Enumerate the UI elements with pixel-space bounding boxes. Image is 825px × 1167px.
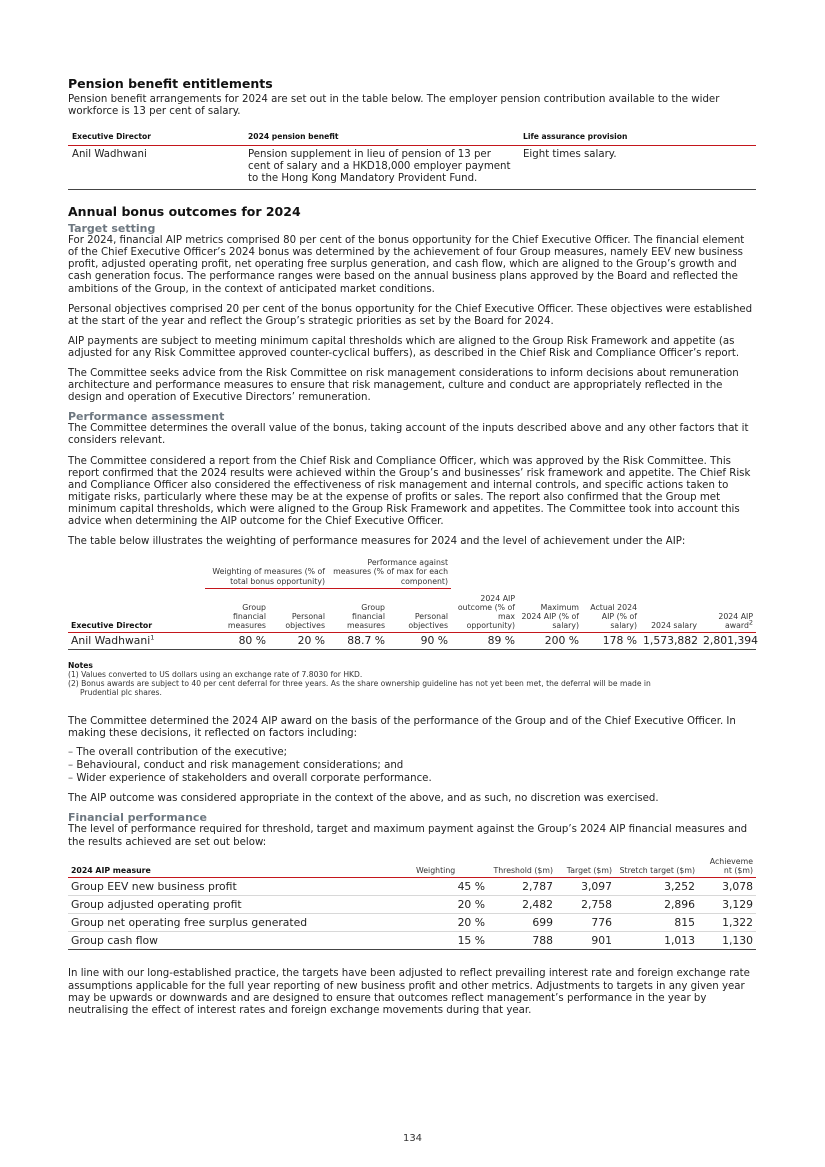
document-page <box>68 76 756 1017</box>
table-row <box>68 878 756 896</box>
pension-table <box>68 126 756 190</box>
table-row <box>68 896 756 914</box>
actual-aip-value: 178 % <box>602 634 638 648</box>
col-max-aip: Maximum 2024 AIP (% of salary) <box>521 602 580 631</box>
max-aip-value: 200 % <box>544 634 580 648</box>
col-life-assurance: Life assurance provision <box>523 132 628 142</box>
measure-name: Group cash flow <box>68 932 396 950</box>
weighting-group-header: Weighting of measures (% of total bonus opportunity) <box>205 558 328 588</box>
paragraph: For 2024, financial AIP metrics comprised 80 per cent of the bonus opportunity for the Chief Executive Officer. The financial element of the Chief Executive Officer’s 2024 bonus was determined by the achievement of four Group measures, namely EEV new business profit, adjusted operating profit, net operating free surplus generation, and cash flow, which are aligned to the Group’s growth and cash generation focus. The performance ranges were based on the annual business plans approved by the Board and reflected the ambitions of the Group, in the context of anticipated market conditions. <box>68 235 745 295</box>
weight-financial-value: 80 % <box>238 634 266 648</box>
col-perf-financial: Group financial measures <box>346 602 386 631</box>
perf-personal-value: 90 % <box>420 634 449 648</box>
paragraph: The Committee determines the overall value of the bonus, taking account of the inputs described above and any other factors that it considers relevant. <box>68 423 749 447</box>
target-value: 776 <box>556 914 615 932</box>
threshold-value: 2,787 <box>488 878 556 896</box>
threshold-value: 788 <box>488 932 556 950</box>
paragraph: In line with our long-established practice, the targets have been adjusted to reflect prevailing interest rate and foreign exchange rate assumptions applicable for the full year reporting of new business profit and other metrics. Adjustments to targets in any given year may be upwards or downwards and are designed to ensure that outcomes reflect management’s performance in the year by neutralising the effect of interest rates and foreign exchange movements during that year. <box>68 968 750 1016</box>
aip-award-value: 2,801,394 <box>703 634 758 648</box>
pension-heading: Pension benefit entitlements <box>68 76 273 91</box>
weighting-value: 20 % <box>396 896 488 914</box>
col-measure: 2024 AIP measure <box>71 866 151 876</box>
aip-header-row <box>68 588 756 633</box>
director-name: Anil Wadhwani$^1$ <box>71 633 155 648</box>
aip-outcome-value: 89 % <box>487 634 516 648</box>
measure-name: Group net operating free surplus generated <box>68 914 396 932</box>
stretch-value: 815 <box>615 914 698 932</box>
weighting-value: 45 % <box>396 878 488 896</box>
note-1: (1) Values converted to US dollars using an exchange rate of 7.8030 for HKD. <box>68 670 363 680</box>
table-row <box>68 914 756 932</box>
col-weight-financial: Group financial measures <box>227 602 266 631</box>
director-name: Anil Wadhwani <box>72 149 147 161</box>
pension-benefit: Pension supplement in lieu of pension of 13 per cent of salary and a HKD18,000 employer payment to the Hong Kong Mandatory Provident Fund. <box>248 149 511 185</box>
list-item: – Behavioural, conduct and risk management considerations; and <box>68 759 756 772</box>
col-pension-benefit: 2024 pension benefit <box>248 132 339 142</box>
col-perf-personal: Personal objectives <box>408 611 449 631</box>
weight-personal-value: 20 % <box>297 634 326 648</box>
col-achievement: Achieveme nt ($m) <box>709 856 753 876</box>
achievement-value: 1,322 <box>698 914 756 932</box>
target-value: 901 <box>556 932 615 950</box>
financial-measures-table <box>68 857 756 951</box>
aip-group-header-row <box>68 558 756 588</box>
col-threshold: Threshold ($m) <box>493 866 553 876</box>
target-value: 3,097 <box>556 878 615 896</box>
notes-title: Notes <box>68 661 93 671</box>
measure-name: Group adjusted operating profit <box>68 896 396 914</box>
col-stretch-target: Stretch target ($m) <box>619 866 695 876</box>
achievement-value: 3,078 <box>698 878 756 896</box>
threshold-value: 699 <box>488 914 556 932</box>
table-row <box>68 633 756 650</box>
weighting-value: 20 % <box>396 914 488 932</box>
col-actual-aip: Actual 2024 AIP (% of salary) <box>590 602 638 631</box>
target-value: 2,758 <box>556 896 615 914</box>
table-row <box>68 932 756 950</box>
col-executive-director: Executive Director <box>71 621 153 631</box>
threshold-value: 2,482 <box>488 896 556 914</box>
pension-table-header <box>68 126 756 146</box>
table-row <box>68 146 756 190</box>
paragraph: AIP payments are subject to meeting minimum capital thresholds which are aligned to the Group Risk Framework and appetite (as adjusted for any Risk Committee approved counter-cyclical buffers), as described in the Chief Risk and Compliance Officer’s report. <box>68 335 740 359</box>
target-setting-heading: Target setting <box>68 222 156 236</box>
list-item: – The overall contribution of the executive; <box>68 746 756 759</box>
salary-value: 1,573,882 <box>643 634 698 648</box>
col-aip-award: 2024 AIP award$^2$ <box>718 611 754 631</box>
list-item: – Wider experience of stakeholders and overall corporate performance. <box>68 772 756 785</box>
pension-intro: Pension benefit arrangements for 2024 are set out in the table below. The employer pension contribution available to the wider workforce is 13 per cent of salary. <box>68 94 720 118</box>
stretch-value: 3,252 <box>615 878 698 896</box>
life-assurance: Eight times salary. <box>523 149 617 161</box>
perf-financial-value: 88.7 % <box>347 634 386 648</box>
notes <box>68 662 756 697</box>
stretch-value: 2,896 <box>615 896 698 914</box>
performance-assessment-heading: Performance assessment <box>68 410 225 424</box>
stretch-value: 1,013 <box>615 932 698 950</box>
col-executive-director: Executive Director <box>72 132 152 142</box>
factor-list <box>68 746 756 786</box>
financial-header-row <box>68 857 756 878</box>
paragraph: The table below illustrates the weighting of performance measures for 2024 and the level of achievement under the AIP: <box>68 536 686 548</box>
weighting-value: 15 % <box>396 932 488 950</box>
col-weight-personal: Personal objectives <box>285 611 326 631</box>
achievement-value: 1,130 <box>698 932 756 950</box>
paragraph: The level of performance required for threshold, target and maximum payment against the Group’s 2024 AIP financial measures and the results achieved are set out below: <box>68 824 748 848</box>
aip-outcome-table <box>68 558 756 650</box>
financial-performance-heading: Financial performance <box>68 811 207 825</box>
bonus-heading: Annual bonus outcomes for 2024 <box>68 204 301 220</box>
paragraph: The Committee seeks advice from the Risk Committee on risk management considerations to inform decisions about remuneration architecture and performance measures to ensure that risk management, culture and conduct are appropriately reflected in the design and operation of Executive Directors’ remuneration. <box>68 368 739 404</box>
paragraph: The Committee determined the 2024 AIP award on the basis of the performance of the Group and of the Chief Executive Officer. In making these decisions, it reflected on factors including: <box>68 715 736 739</box>
measure-name: Group EEV new business profit <box>68 878 396 896</box>
col-salary: 2024 salary <box>651 621 698 631</box>
performance-group-header: Performance against measures (% of max for each component) <box>328 558 451 588</box>
col-weighting: Weighting <box>416 866 456 876</box>
note-2-continued: Prudential plc shares. <box>80 687 162 697</box>
col-target: Target ($m) <box>566 866 612 876</box>
note-2: (2) Bonus awards are subject to 40 per cent deferral for three years. As the share ownership guideline has not yet been met, the deferral will be made in <box>68 678 651 688</box>
paragraph: The AIP outcome was considered appropriate in the context of the above, and as such, no discretion was exercised. <box>68 793 659 805</box>
paragraph: Personal objectives comprised 20 per cent of the bonus opportunity for the Chief Executive Officer. These objectives were established at the start of the year and reflect the Group’s strategic priorities as set by the Board for 2024. <box>68 303 753 327</box>
achievement-value: 3,129 <box>698 896 756 914</box>
col-aip-outcome: 2024 AIP outcome (% of max opportunity) <box>457 593 516 631</box>
page-number: 134 <box>402 1133 423 1144</box>
paragraph: The Committee considered a report from the Chief Risk and Compliance Officer, which was approved by the Risk Committee. This report confirmed that the 2024 results were achieved within the Group’s and businesses’ risk framework and appetite. The Chief Risk and Compliance Officer also considered the effectiveness of risk management and internal controls, and specific actions taken to mitigate risks, particularly where these may be at the expense of profits or sales. The report also confirmed that the Group met minimum capital thresholds, which were aligned to the Group Risk Framework and appetites. The Committee took into account this advice when determining the AIP outcome for the Chief Executive Officer. <box>68 455 751 527</box>
